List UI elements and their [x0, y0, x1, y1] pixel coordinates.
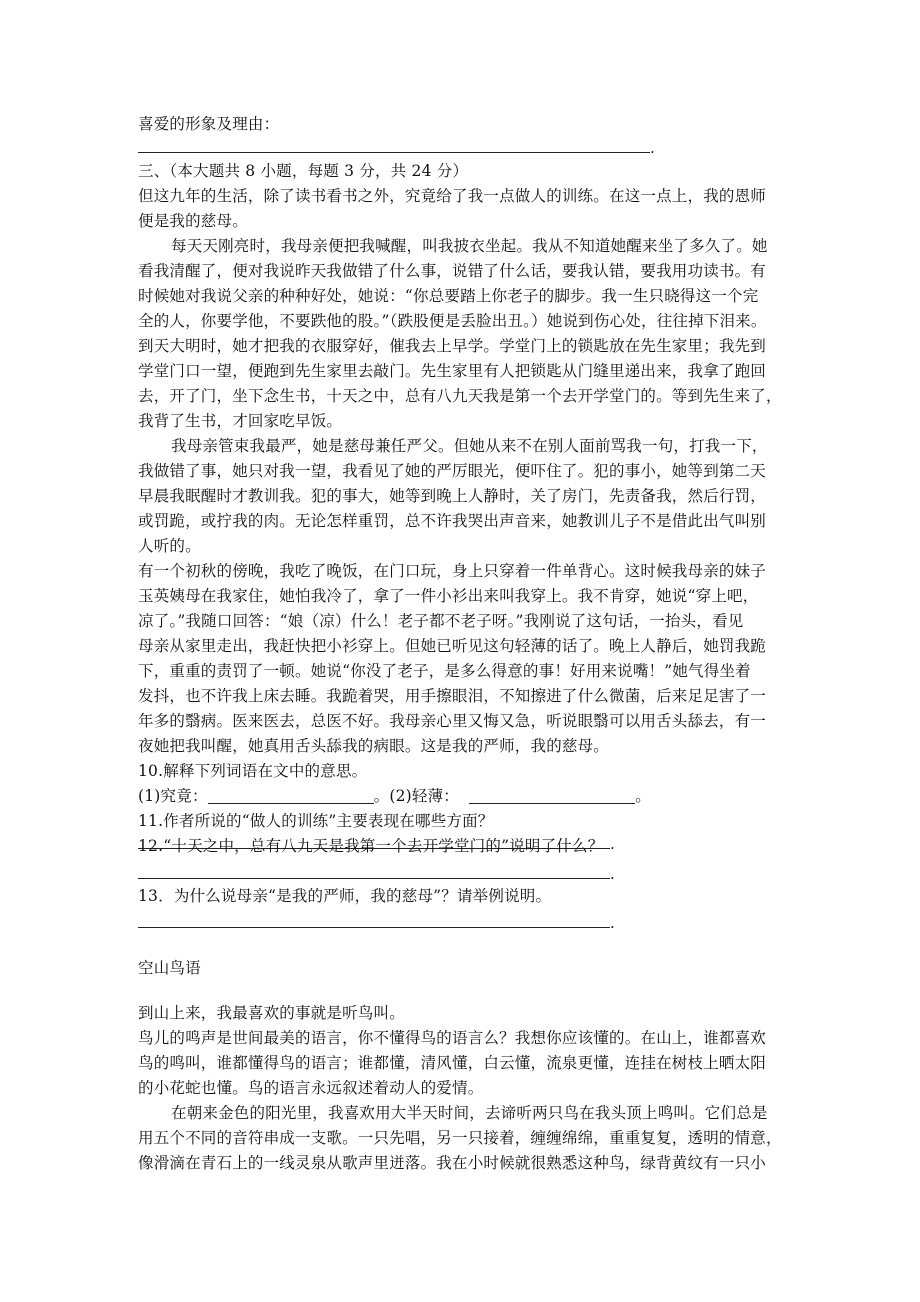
- passage-line: 年多的翳病。医来医去，总医不好。我母亲心里又悔又急，听说眼翳可以用舌头舔去，有一: [138, 712, 767, 730]
- q10-end: 。: [635, 787, 651, 805]
- passage-line: 凉了。”我随口回答：“娘（凉）什么！老子都不老子呀。”我刚说了这句话，一抬头，看见: [138, 612, 744, 630]
- passage-line: 时候她对我说父亲的种种好处，她说：“你总要踏上你老子的脚步。我一生只晓得这一个完: [138, 287, 759, 305]
- article-line: 用五个不同的音符串成一支歌。一只先唱，另一只接着，缠缠绵绵，重重复复，透明的情意，: [138, 1129, 782, 1147]
- passage-line: 去，开了门，坐下念生书，十天之中，总有八九天我是第一个去开学堂门的。等到先生来了，: [138, 387, 782, 405]
- line-period: .: [610, 865, 615, 883]
- favorite-label: 喜爱的形象及理由：: [138, 115, 280, 133]
- passage-line: 有一个初秋的傍晚，我吃了晚饭，在门口玩，身上只穿着一件单背心。这时候我母亲的妹子: [138, 562, 767, 580]
- q10-blank-2[interactable]: [469, 787, 635, 804]
- passage-line: 下，重重的责罚了一顿。她说“你没了老子，是多么得意的事！好用来说嘴！”她气得坐着: [138, 662, 751, 680]
- passage-line: 玉英姨母在我家住，她怕我冷了，拿了一件小衫出来叫我穿上。我不肯穿，她说“穿上吧，: [138, 587, 759, 605]
- question-11: 11.作者所说的“做人的训练”主要表现在哪些方面？: [138, 812, 494, 830]
- question-12: 12.“十天之中，总有八九天是我第一个去开学堂门的”说明了什么？: [138, 837, 604, 855]
- passage-line: 夜她把我叫醒，她真用舌头舔我的病眼。这是我的严师，我的慈母。: [138, 737, 610, 755]
- article-line: 鸟的鸣叫，谁都懂得鸟的语言；谁都懂，清风懂，白云懂，流泉更懂，连挂在树枝上晒太阳: [138, 1054, 767, 1072]
- passage-line: 我做错了事，她只对我一望，我看见了她的严厉眼光，便吓住了。犯的事小，她等到第二天: [138, 462, 767, 480]
- passage-line: 早晨我眠醒时才教训我。犯的事大，她等到晚上人静时，关了房门，先责备我，然后行罚，: [138, 487, 767, 505]
- passage-line: 但这九年的生活，除了读书看书之外，究竟给了我一点做人的训练。在这一点上，我的恩师: [138, 187, 767, 205]
- passage-line: 发抖，也不许我上床去睡。我跪着哭，用手擦眼泪，不知擦进了什么微菌，后来足足害了一: [138, 687, 767, 705]
- article-line: 到山上来，我最喜欢的事就是听鸟叫。: [138, 1004, 405, 1022]
- q10-item1-label: (1)究竟：: [138, 787, 208, 805]
- passage-line: 到天大明时，她才把我的衣服穿好，催我去上早学。学堂门上的锁匙放在先生家里；我先到: [138, 337, 767, 355]
- question-10: 10.解释下列词语在文中的意思。: [138, 762, 368, 780]
- section-header: 三、（本大题共 8 小题，每题 3 分，共 24 分）: [138, 162, 469, 180]
- line-period: .: [650, 139, 655, 157]
- passage-line: 或罚跪，或拧我的肉。无论怎样重罚，总不许我哭出声音来，她教训儿子不是借此出气叫别: [138, 512, 767, 530]
- article-line: 在朝来金色的阳光里，我喜欢用大半天时间，去谛听两只鸟在我头顶上鸣叫。它们总是: [171, 1104, 768, 1122]
- article-line: 的小花蛇也懂。鸟的语言永远叙述着动人的爱情。: [138, 1079, 484, 1097]
- q10-blank-1[interactable]: [208, 787, 374, 804]
- passage-line: 看我清醒了，便对我说昨天我做错了什么事，说错了什么话，要我认错，要我用功读书。有: [138, 262, 767, 280]
- article-line: 像滑滴在青石上的一线灵泉从歌声里迸落。我在小时候就很熟悉这种鸟，绿背黄纹有一只小: [138, 1154, 767, 1172]
- passage-line: 全的人，你要学他，不要跌他的股。”（跌股便是丢脸出丑。）她说到伤心处，往往掉下泪来。: [138, 312, 767, 330]
- article-line: 鸟儿的鸣声是世间最美的语言，你不懂得鸟的语言么？我想你应该懂的。在山上，谁都喜欢: [138, 1029, 767, 1047]
- passage-line: 母亲从家里走出，我赶快把小衫穿上。但她已听见这句轻薄的话了。晚上人静后，她罚我跪: [138, 637, 767, 655]
- article-title: 空山鸟语: [138, 959, 201, 977]
- passage-line: 每天天刚亮时，我母亲便把我喊醒，叫我披衣坐起。我从不知道她醒来坐了多久了。她: [171, 237, 768, 255]
- question-13: 13．为什么说母亲“是我的严师，我的慈母”？请举例说明。: [138, 887, 552, 905]
- passage-line: 学堂门口一望，便跑到先生家里去敲门。先生家里有人把锁匙从门缝里递出来，我拿了跑回: [138, 362, 767, 380]
- q10-item2-label: 。(2)轻薄：: [373, 787, 460, 805]
- answer-line[interactable]: [138, 927, 610, 928]
- passage-line: 便是我的慈母。: [138, 212, 248, 230]
- passage-line: 我背了生书，才回家吃早饭。: [138, 412, 343, 430]
- passage-line: 我母亲管束我最严，她是慈母兼任严父。但她从来不在别人面前骂我一句，打我一下，: [171, 437, 768, 455]
- question-10-items: [138, 784, 788, 809]
- passage-line: 人听的。: [138, 537, 201, 555]
- line-period: .: [610, 835, 615, 853]
- answer-line[interactable]: [138, 878, 610, 879]
- answer-line[interactable]: [138, 152, 650, 153]
- line-period: .: [610, 914, 615, 932]
